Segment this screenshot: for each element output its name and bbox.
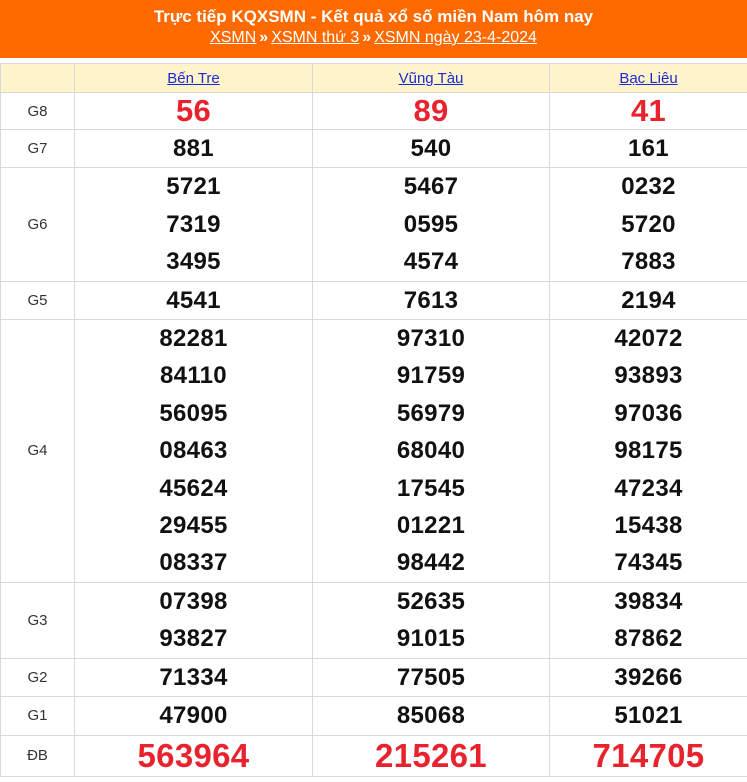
prize-number: 5720 bbox=[621, 210, 676, 238]
prize-number: 47900 bbox=[159, 702, 228, 730]
prize-number: 4574 bbox=[403, 248, 459, 276]
breadcrumb-xsmn-link[interactable]: XSMN bbox=[210, 29, 257, 46]
prize-number: 56095 bbox=[159, 399, 228, 427]
prize-number: 07398 bbox=[159, 587, 228, 615]
table-row bbox=[1, 735, 747, 776]
prize-label: G7 bbox=[1, 130, 75, 168]
prize-cell bbox=[313, 582, 550, 658]
prize-number: 98442 bbox=[396, 549, 466, 577]
prize-number: 540 bbox=[410, 135, 452, 162]
table-row bbox=[1, 697, 747, 735]
prize-label: G6 bbox=[1, 168, 75, 281]
prize-number: 56 bbox=[175, 93, 212, 128]
breadcrumb-xsmn-date-link[interactable]: XSMN ngày 23-4-2024 bbox=[374, 29, 537, 46]
prize-number: 29455 bbox=[159, 512, 228, 540]
table-row bbox=[1, 168, 747, 281]
prize-cell bbox=[550, 658, 747, 696]
prize-number: 01221 bbox=[396, 512, 466, 540]
prize-cell bbox=[313, 735, 550, 776]
prize-number: 85068 bbox=[396, 702, 466, 730]
prize-number: 52635 bbox=[396, 587, 466, 615]
prize-number: 41 bbox=[630, 93, 667, 128]
prize-number: 39834 bbox=[614, 587, 683, 615]
prize-cell bbox=[75, 658, 313, 696]
province-link-ben-tre[interactable]: Bến Tre bbox=[167, 69, 220, 87]
province-header bbox=[313, 64, 550, 93]
prize-number: 77505 bbox=[396, 663, 466, 691]
prize-number: 89 bbox=[413, 93, 449, 128]
prize-number: 91759 bbox=[396, 362, 466, 390]
prize-cell bbox=[550, 281, 747, 319]
province-link-bac-lieu[interactable]: Bạc Liêu bbox=[619, 69, 678, 87]
prize-cell bbox=[75, 320, 313, 583]
prize-number: 7319 bbox=[166, 210, 221, 238]
prize-label: G1 bbox=[1, 697, 75, 735]
prize-number: 08337 bbox=[159, 549, 228, 577]
prize-cell bbox=[550, 168, 747, 281]
table-row bbox=[1, 130, 747, 168]
prize-number: 91015 bbox=[396, 625, 466, 653]
prize-number: 0595 bbox=[403, 210, 459, 238]
prize-cell bbox=[313, 93, 550, 130]
breadcrumb-separator: » bbox=[362, 29, 372, 46]
prize-number: 56979 bbox=[396, 399, 466, 427]
prize-number: 161 bbox=[628, 135, 669, 162]
results-table bbox=[0, 63, 747, 777]
prize-number: 0232 bbox=[621, 173, 676, 201]
prize-number: 563964 bbox=[137, 736, 250, 774]
prize-cell bbox=[313, 168, 550, 281]
prize-cell bbox=[75, 582, 313, 658]
prize-cell bbox=[550, 697, 747, 735]
prize-number: 74345 bbox=[614, 549, 683, 577]
breadcrumb bbox=[0, 28, 747, 48]
table-row bbox=[1, 658, 747, 696]
prize-cell bbox=[550, 735, 747, 776]
prize-cell bbox=[550, 582, 747, 658]
prize-number: 5721 bbox=[166, 173, 221, 201]
prize-cell bbox=[75, 168, 313, 281]
prize-label: G3 bbox=[1, 582, 75, 658]
prize-number: 881 bbox=[173, 135, 214, 162]
table-row bbox=[1, 320, 747, 583]
prize-number: 68040 bbox=[396, 437, 466, 465]
prize-number: 97036 bbox=[614, 399, 683, 427]
prize-cell bbox=[313, 281, 550, 319]
breadcrumb-xsmn-thu3-link[interactable]: XSMN thứ 3 bbox=[271, 29, 360, 46]
prize-cell bbox=[75, 735, 313, 776]
prize-cell bbox=[550, 130, 747, 168]
prize-number: 42072 bbox=[614, 325, 683, 353]
prize-cell bbox=[75, 697, 313, 735]
prize-cell bbox=[550, 320, 747, 583]
prize-cell bbox=[75, 281, 313, 319]
prize-number: 51021 bbox=[614, 702, 683, 730]
prize-number: 71334 bbox=[159, 663, 228, 691]
prize-number: 7613 bbox=[403, 286, 459, 314]
prize-cell bbox=[313, 130, 550, 168]
prize-number: 39266 bbox=[614, 663, 683, 691]
prize-number: 97310 bbox=[396, 325, 466, 353]
province-header bbox=[550, 64, 747, 93]
prize-cell bbox=[313, 320, 550, 583]
prize-number: 87862 bbox=[614, 625, 683, 653]
prize-number: 08463 bbox=[159, 437, 228, 465]
page-header bbox=[0, 0, 747, 58]
prize-number: 3495 bbox=[166, 248, 221, 276]
breadcrumb-separator: » bbox=[259, 29, 269, 46]
prize-label: G5 bbox=[1, 281, 75, 319]
prize-number: 93827 bbox=[159, 625, 228, 653]
prize-label: G8 bbox=[1, 93, 75, 130]
prize-cell bbox=[313, 697, 550, 735]
prize-number: 82281 bbox=[159, 325, 228, 353]
table-row bbox=[1, 582, 747, 658]
prize-number: 714705 bbox=[592, 736, 705, 774]
prize-number: 98175 bbox=[614, 437, 683, 465]
prize-cell bbox=[75, 93, 313, 130]
prize-label: ĐB bbox=[1, 735, 75, 776]
prize-number: 47234 bbox=[614, 474, 683, 502]
table-row bbox=[1, 281, 747, 319]
prize-number: 15438 bbox=[614, 512, 683, 540]
prize-number: 4541 bbox=[166, 286, 221, 314]
province-header bbox=[75, 64, 313, 93]
prize-table-body bbox=[1, 93, 747, 777]
prize-label: G4 bbox=[1, 320, 75, 583]
prize-label: G2 bbox=[1, 658, 75, 696]
corner-cell bbox=[1, 64, 75, 93]
prize-number: 5467 bbox=[403, 173, 459, 201]
prize-cell bbox=[550, 93, 747, 130]
prize-cell bbox=[313, 658, 550, 696]
prize-number: 17545 bbox=[396, 474, 466, 502]
province-link-vung-tau[interactable]: Vũng Tàu bbox=[398, 69, 464, 87]
prize-number: 215261 bbox=[375, 736, 487, 774]
page-title: Trực tiếp KQXSMN - Kết quả xổ số miền Nam hôm nay bbox=[153, 7, 594, 26]
prize-number: 7883 bbox=[621, 248, 676, 276]
prize-number: 2194 bbox=[621, 286, 676, 314]
prize-number: 93893 bbox=[614, 362, 683, 390]
table-header-row bbox=[1, 64, 747, 93]
table-row bbox=[1, 93, 747, 130]
prize-number: 84110 bbox=[160, 362, 227, 390]
prize-cell bbox=[75, 130, 313, 168]
prize-number: 45624 bbox=[159, 474, 228, 502]
